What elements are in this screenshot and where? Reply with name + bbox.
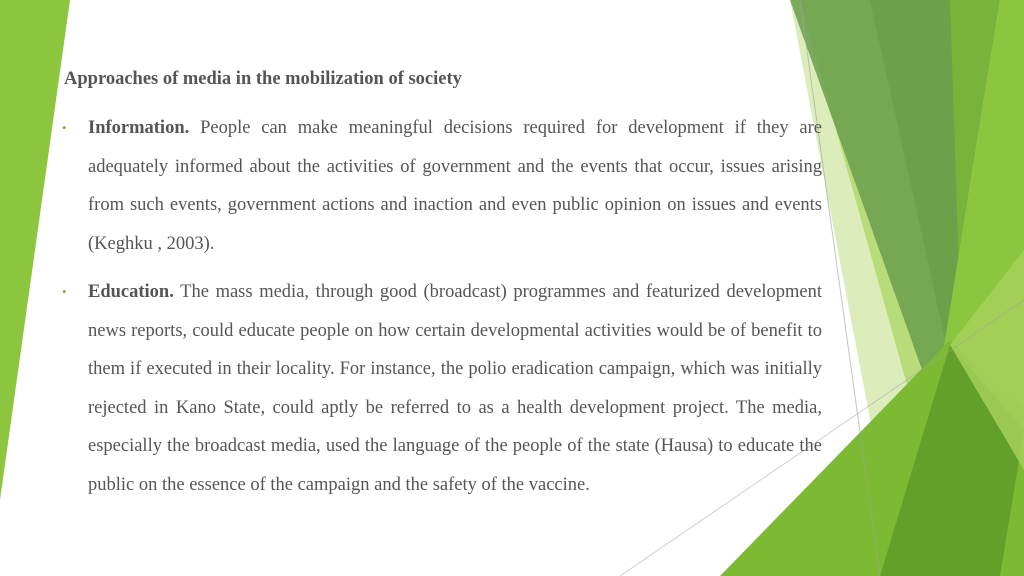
bullet-marker: • <box>62 284 67 299</box>
slide-title: Approaches of media in the mobilization of society <box>64 69 462 89</box>
left-green-wedge <box>0 0 70 500</box>
bullet-body <box>88 273 822 505</box>
bullet-education <box>62 273 822 505</box>
bullet-lead: Education. <box>88 282 174 302</box>
bullet-information <box>62 109 822 263</box>
bullet-text: The mass media, through good (broadcast) programmes and featurized development news reports, could educate people on how certain developmental activities would be of benefit to them if executed in their locality. For instance, the polio eradication campaign, which was initially rejected in Kano State, could aptly be referred to as a health development project. The media, especially the broadcast media, used the language of the people of the state (Hausa) to educate the public on the essence of the campaign and the safety of the vaccine. <box>88 282 822 495</box>
bullet-text: People can make meaningful decisions required for development if they are adequately informed about the activities of government and the events that occur, issues arising from such events, government actions and inaction and even public opinion on issues and events (Keghku , 2003). <box>88 118 822 254</box>
bullet-lead: Information. <box>88 118 190 138</box>
bullet-body <box>88 109 822 263</box>
bullet-marker: • <box>62 120 67 135</box>
